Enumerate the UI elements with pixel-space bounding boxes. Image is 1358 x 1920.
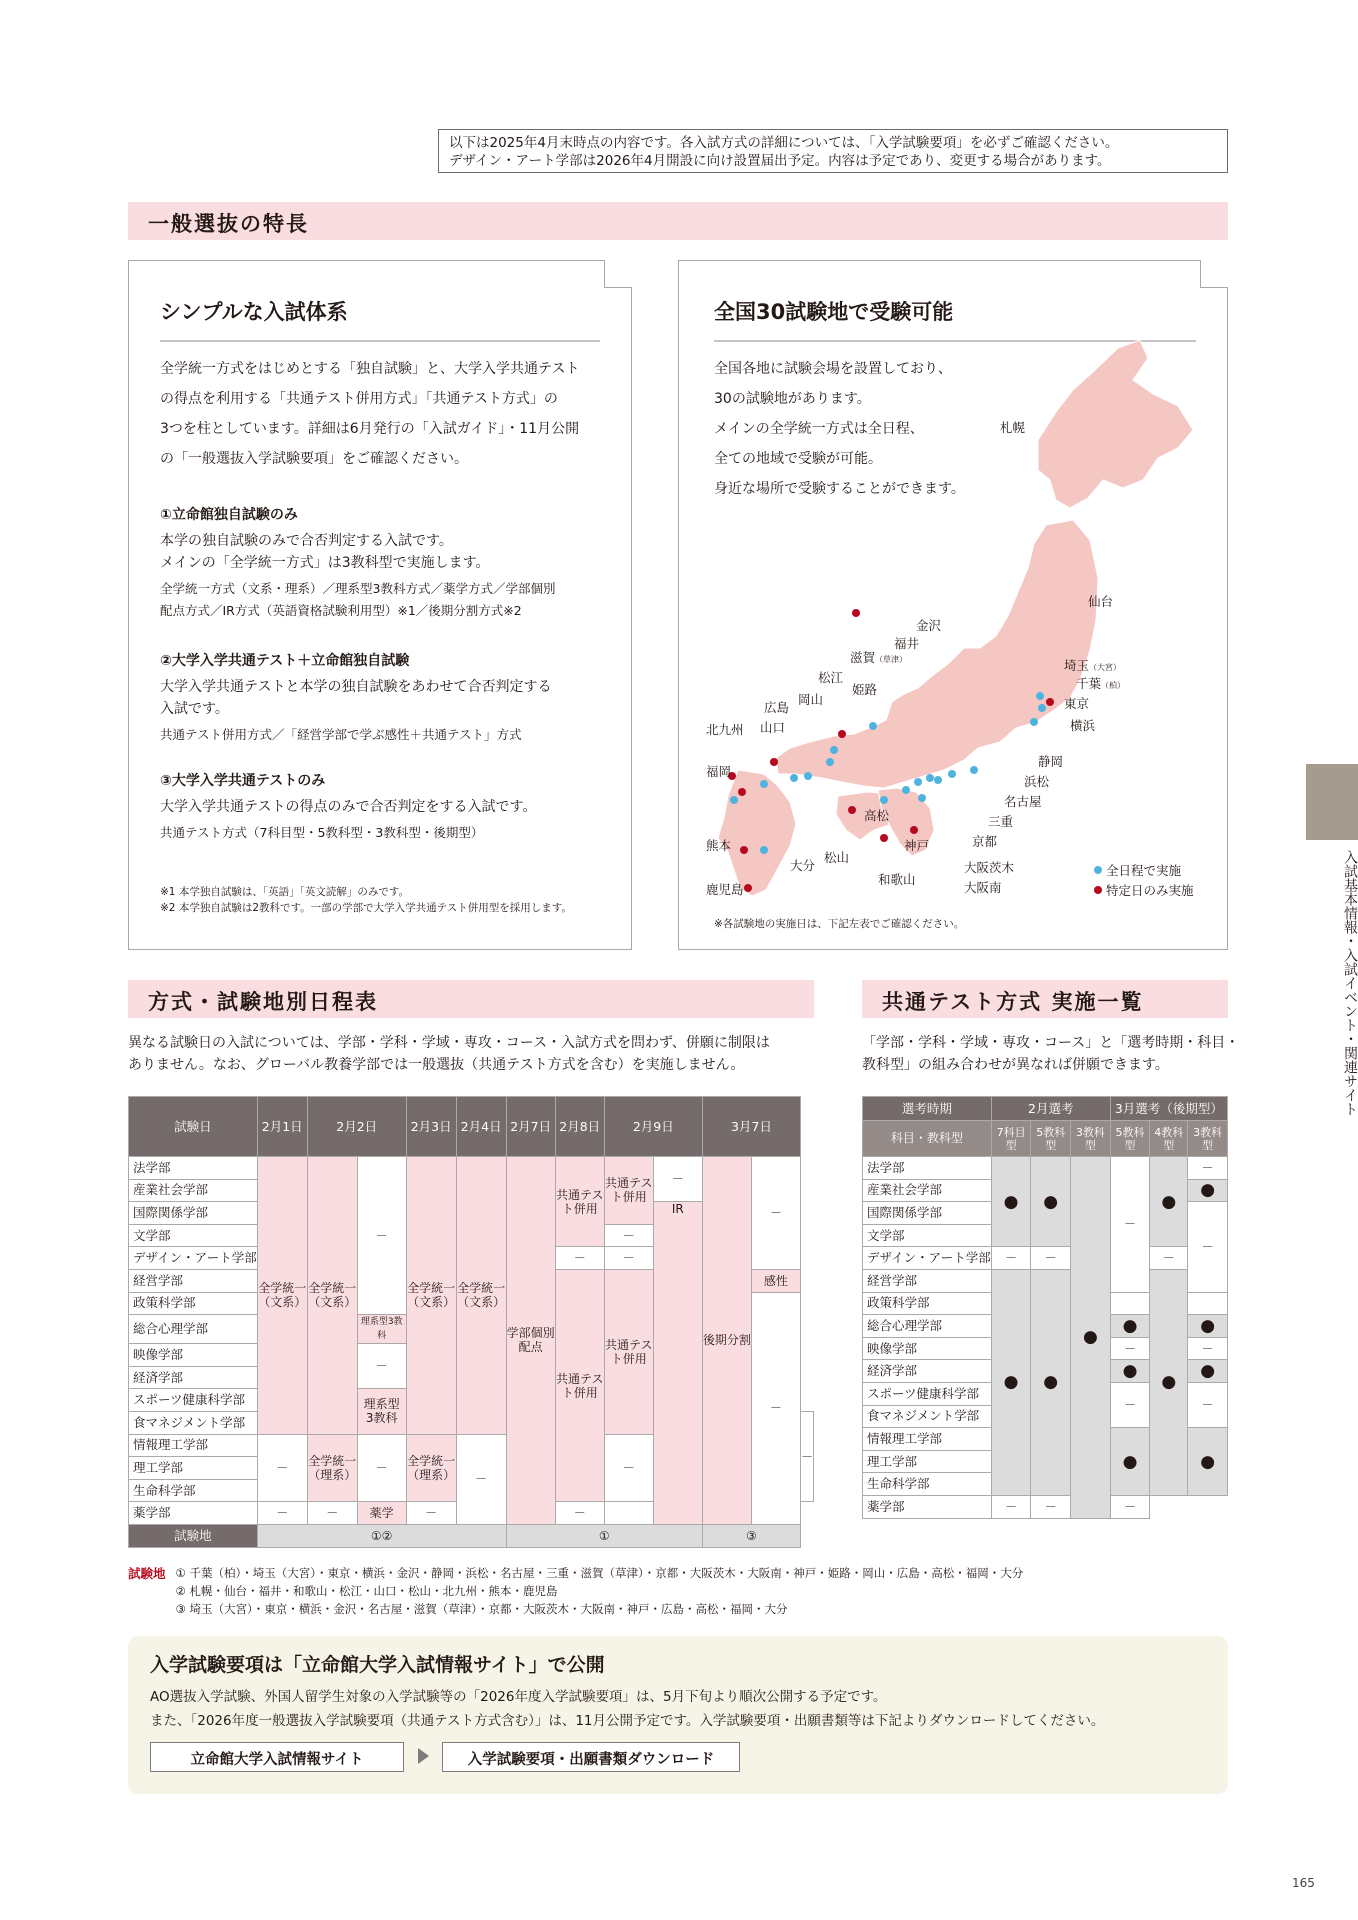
item-1 bbox=[160, 504, 555, 622]
dot-kobe bbox=[902, 786, 910, 794]
venues-label: 試験地 bbox=[128, 1566, 166, 1581]
city-kumamoto: 熊本 bbox=[706, 838, 732, 853]
faculty-cell: 薬学部 bbox=[129, 1502, 258, 1525]
dot-shizuoka bbox=[970, 766, 978, 774]
cell-zentou-rikei-feb3 bbox=[406, 1434, 456, 1502]
th-exam-date: 試験日 bbox=[129, 1097, 258, 1157]
legend-dot-red bbox=[1094, 886, 1102, 894]
th-m4: 4教科型 bbox=[1150, 1121, 1188, 1157]
cell-dash: － bbox=[1150, 1247, 1188, 1270]
kyotsu-desc-line: 「学部・学科・学域・専攻・コース」と「選考時期・科目・ bbox=[862, 1035, 1240, 1051]
venues-row bbox=[128, 1564, 1023, 1618]
legend-some bbox=[1094, 880, 1194, 900]
city-wakayama: 和歌山 bbox=[878, 872, 916, 887]
city-nagoya: 名古屋 bbox=[1004, 794, 1042, 809]
card-fold-corner bbox=[604, 260, 632, 288]
item-3-methods: 共通テスト方式（7科目型・5教科型・3教科型・後期型） bbox=[160, 825, 484, 840]
city-kobe: 神戸 bbox=[904, 838, 930, 853]
city-okayama: 岡山 bbox=[798, 692, 824, 707]
city-fukui: 福井 bbox=[894, 636, 920, 651]
dot-osaka-minami bbox=[918, 794, 926, 802]
hokkaido-shape bbox=[1038, 340, 1193, 508]
bottom-line-2: また、「2026年度一般選抜入学試験要項（共通テスト方式含む）」は、11月公開予定です。入学試験要項・出願書類等は下記よりダウンロードしてください。 bbox=[150, 1713, 1105, 1729]
faculty-cell: デザイン・アート学部 bbox=[129, 1247, 258, 1270]
cell-dash: － bbox=[991, 1247, 1031, 1270]
city-matsuyama: 松山 bbox=[824, 850, 850, 865]
city-tokyo: 東京 bbox=[1064, 696, 1090, 711]
faculty-cell: 経営学部 bbox=[129, 1269, 258, 1292]
dot-saitama bbox=[1036, 692, 1044, 700]
section-schedule-header bbox=[128, 980, 814, 1018]
cell-dash: － bbox=[1110, 1495, 1150, 1518]
kyotsu-desc-line: 教科型」の組み合わせが異なれば併願できます。 bbox=[862, 1057, 1169, 1073]
dot-nagoya bbox=[934, 776, 942, 784]
dot-sendai bbox=[880, 834, 888, 842]
cell-zentou-feb2 bbox=[307, 1157, 357, 1435]
site-link-button[interactable]: 立命館大学入試情報サイト bbox=[150, 1742, 404, 1772]
faculty-cell: デザイン・アート学部 bbox=[863, 1247, 992, 1270]
schedule-desc-line: ありません。なお、グローバル教養学部では一般選抜（共通テスト方式を含む）を実施しません。 bbox=[128, 1057, 745, 1073]
bunkei-label: （文系） bbox=[308, 1295, 357, 1310]
city-hamamatsu: 浜松 bbox=[1024, 774, 1050, 789]
faculty-cell: 生命科学部 bbox=[129, 1479, 258, 1502]
card-venues-note: ※各試験地の実施日は、下記左表でご確認ください。 bbox=[714, 918, 965, 930]
cell-dash: － bbox=[555, 1502, 604, 1525]
faculty-cell: 政策科学部 bbox=[863, 1292, 992, 1315]
th-feb-select: 2月選考 bbox=[991, 1097, 1110, 1121]
item-2-body: 入試です。 bbox=[160, 701, 229, 717]
city-osaka-ibaraki: 大阪茨木 bbox=[964, 860, 1015, 875]
cell-kyotsu-feb8-b: 共通テスト併用 bbox=[555, 1269, 604, 1501]
faculty-cell: 理工学部 bbox=[863, 1450, 992, 1473]
dot-fukuoka bbox=[730, 796, 738, 804]
venue-line-3: ③ 埼玉（大宮）・東京・横浜・金沢・名古屋・滋賀（草津）・京都・大阪茨木・大阪南・神戸・広島・高松・福岡・大分 bbox=[175, 1602, 788, 1616]
faculty-cell: スポーツ健康科学部 bbox=[129, 1389, 258, 1412]
city-himeji: 姫路 bbox=[852, 682, 878, 697]
item-1-heading: ①立命館独自試験のみ bbox=[160, 507, 298, 523]
th-c3: 3教科型 bbox=[1071, 1121, 1111, 1157]
cell-kansei: 感性 bbox=[751, 1269, 800, 1292]
legend-all bbox=[1094, 860, 1194, 880]
faculty-cell: 理工学部 bbox=[129, 1457, 258, 1480]
dot-kanazawa bbox=[869, 722, 877, 730]
card-venues-title: 全国30試験地で受験可能 bbox=[714, 300, 954, 324]
venues-line: 全ての地域で受験が可能。 bbox=[714, 451, 882, 467]
faculty-cell: 情報理工学部 bbox=[863, 1428, 992, 1451]
cell-dash: － bbox=[257, 1434, 307, 1502]
section-kyotsu-header bbox=[862, 980, 1228, 1018]
dot-kumamoto bbox=[740, 846, 748, 854]
faculty-cell: 総合心理学部 bbox=[129, 1315, 258, 1344]
item-1-methods: 配点方式／IR方式（英語資格試験利用型）※1／後期分割方式※2 bbox=[160, 603, 522, 618]
section-schedule-title: 方式・試験地別日程表 bbox=[148, 990, 378, 1014]
city-yokohama: 横浜 bbox=[1070, 718, 1096, 733]
th-feb3: 2月3日 bbox=[406, 1097, 456, 1157]
th-feb4: 2月4日 bbox=[456, 1097, 506, 1157]
sankyouka-label: 3教科 bbox=[365, 1411, 398, 1426]
venues-line: 全国各地に試験会場を設置しており、 bbox=[714, 361, 952, 377]
cell-mark: ● bbox=[991, 1269, 1031, 1495]
faculty-cell: 文学部 bbox=[129, 1224, 258, 1247]
cell-empty bbox=[1110, 1292, 1150, 1315]
cell-dash: － bbox=[604, 1224, 653, 1247]
cell-dash: － bbox=[357, 1344, 406, 1389]
faculty-cell: スポーツ健康科学部 bbox=[863, 1382, 992, 1405]
item-1-methods: 全学統一方式（文系・理系）／理系型3教科方式／薬学方式／学部個別 bbox=[160, 581, 556, 596]
intro-line: の「一般選抜入学試験要項」をご確認ください。 bbox=[160, 451, 468, 467]
legend-all-label: 全日程で実施 bbox=[1106, 863, 1182, 878]
bunkei-label: （文系） bbox=[407, 1295, 456, 1310]
dot-yokohama bbox=[1030, 718, 1038, 726]
dot-wakayama bbox=[910, 826, 918, 834]
dot-yamaguchi bbox=[738, 788, 746, 796]
item-3-heading: ③大学入学共通テストのみ bbox=[160, 773, 326, 789]
dot-tokyo bbox=[1038, 704, 1046, 712]
city-sapporo: 札幌 bbox=[1000, 420, 1026, 435]
th-feb9: 2月9日 bbox=[604, 1097, 702, 1157]
cell-kouki-mar7: 後期分割 bbox=[702, 1157, 751, 1525]
foot-venue-12: ①② bbox=[257, 1524, 506, 1547]
city-oita: 大分 bbox=[790, 858, 816, 873]
rikei-label: （理系） bbox=[407, 1467, 456, 1482]
zentou-label: 全学統一 bbox=[457, 1281, 506, 1296]
cell-dash: － bbox=[991, 1495, 1031, 1518]
cell-mark: ● bbox=[1071, 1157, 1111, 1519]
zentou-label: 全学統一 bbox=[407, 1453, 456, 1468]
dot-chiba bbox=[1046, 698, 1054, 706]
bottom-line-1: AO選抜入学試験、外国人留学生対象の入学試験等の「2026年度入学試験要項」は、5月下旬より順次公開する予定です。 bbox=[150, 1689, 887, 1705]
kyotsu-header-row-2 bbox=[863, 1121, 1228, 1157]
cell-dash: － bbox=[307, 1502, 357, 1525]
foot-venue-1: ① bbox=[506, 1524, 702, 1547]
faculty-cell: 食マネジメント学部 bbox=[129, 1411, 258, 1434]
city-chiba-sub: （柏） bbox=[1101, 681, 1126, 690]
th-feb1: 2月1日 bbox=[257, 1097, 307, 1157]
city-kyoto: 京都 bbox=[972, 834, 998, 849]
cell-mark: ● bbox=[1188, 1315, 1228, 1338]
kyotsu-table bbox=[862, 1096, 1228, 1519]
section-features-title: 一般選抜の特長 bbox=[148, 212, 309, 236]
cell-mark: ● bbox=[1150, 1157, 1188, 1247]
item-3 bbox=[160, 770, 536, 844]
city-shizuoka: 静岡 bbox=[1038, 754, 1064, 769]
th-c7: 7科目型 bbox=[991, 1121, 1031, 1157]
cell-mark: ● bbox=[1188, 1179, 1228, 1202]
city-kanazawa: 金沢 bbox=[916, 618, 942, 633]
city-takamatsu: 高松 bbox=[864, 808, 890, 823]
cell-mark: ● bbox=[1150, 1269, 1188, 1495]
card-fold-corner bbox=[1200, 260, 1228, 288]
cell-mark: ● bbox=[1110, 1315, 1150, 1338]
cell-zentou-feb1 bbox=[257, 1157, 307, 1435]
city-kagoshima: 鹿児島 bbox=[706, 882, 744, 897]
schedule-table bbox=[128, 1096, 814, 1548]
zentou-label: 全学統一 bbox=[308, 1281, 357, 1296]
cell-dash: － bbox=[456, 1434, 506, 1524]
th-feb8: 2月8日 bbox=[555, 1097, 604, 1157]
dot-hiroshima bbox=[760, 780, 768, 788]
city-shiga bbox=[850, 648, 907, 666]
venue-line-1: ① 千葉（柏）・埼玉（大宮）・東京・横浜・金沢・静岡・浜松・名古屋・三重・滋賀（草津）・京都・大阪茨木・大阪南・神戸・姫路・岡山・広島・高松・福岡・大分 bbox=[175, 1566, 1024, 1580]
schedule-header-row bbox=[129, 1097, 814, 1157]
kyotsu-header-row-1 bbox=[863, 1097, 1228, 1121]
cell-dash: － bbox=[555, 1247, 604, 1270]
cell-dash: － bbox=[1188, 1157, 1228, 1180]
map-legend bbox=[1094, 860, 1194, 900]
cell-zentou-feb3 bbox=[406, 1157, 456, 1435]
venues-list bbox=[128, 1564, 1023, 1618]
faculty-cell: 生命科学部 bbox=[863, 1473, 992, 1496]
cell-dash: － bbox=[751, 1157, 800, 1270]
th-mar-select: 3月選考（後期型） bbox=[1110, 1097, 1227, 1121]
intro-line: 全学統一方式をはじめとする「独自試験」と、大学入学共通テスト bbox=[160, 361, 580, 377]
bottom-title: 入学試験要項は「立命館大学入試情報サイト」で公開 bbox=[150, 1654, 605, 1676]
faculty-cell: 産業社会学部 bbox=[863, 1179, 992, 1202]
venues-lines bbox=[176, 1564, 1024, 1618]
cell-dash: － bbox=[1110, 1337, 1150, 1360]
faculty-cell: 法学部 bbox=[129, 1157, 258, 1180]
honshu-shape bbox=[776, 520, 1098, 788]
city-saitama-sub: （大宮） bbox=[1089, 663, 1122, 672]
venue-line-2: ② 札幌・仙台・福井・和歌山・松江・山口・松山・北九州・熊本・鹿児島 bbox=[175, 1584, 558, 1598]
cell-gakubu-feb7: 学部個別配点 bbox=[506, 1157, 555, 1525]
note-line: ※2 本学独自試験は2教科です。一部の学部で大学入学共通テスト併用型を採用します。 bbox=[160, 902, 572, 914]
cell-dash: － bbox=[257, 1502, 307, 1525]
section-features-header bbox=[128, 202, 1228, 240]
dot-sapporo bbox=[852, 609, 860, 617]
cell-dash: － bbox=[800, 1411, 813, 1501]
city-mie: 三重 bbox=[988, 814, 1014, 829]
cell-yakugaku: 薬学 bbox=[357, 1502, 406, 1525]
card-simple-intro bbox=[160, 354, 579, 474]
intro-line: の得点を利用する「共通テスト併用方式」「共通テスト方式」の bbox=[160, 391, 558, 407]
th-m5: 5教科型 bbox=[1110, 1121, 1150, 1157]
cell-dash: － bbox=[1188, 1382, 1228, 1427]
faculty-cell: 総合心理学部 bbox=[863, 1315, 992, 1338]
table-row bbox=[863, 1247, 1228, 1270]
faculty-cell: 映像学部 bbox=[129, 1344, 258, 1367]
dot-oita bbox=[760, 846, 768, 854]
dot-matsue bbox=[770, 758, 778, 766]
faculty-cell: 経済学部 bbox=[863, 1360, 992, 1383]
city-chiba-label: 千葉 bbox=[1076, 676, 1102, 691]
cell-zentou-rikei-feb2 bbox=[307, 1434, 357, 1502]
th-mar7: 3月7日 bbox=[702, 1097, 800, 1157]
cell-dash: － bbox=[1031, 1495, 1071, 1518]
dot-shiga bbox=[830, 746, 838, 754]
schedule-desc-line: 異なる試験日の入試については、学部・学科・学域・専攻・コース・入試方式を問わず、併願に制限は bbox=[128, 1035, 770, 1051]
cell-mark: ● bbox=[1031, 1157, 1071, 1247]
cell-dash: － bbox=[1110, 1157, 1150, 1293]
download-button[interactable]: 入学試験要項・出願書類ダウンロード bbox=[442, 1742, 740, 1772]
dot-matsuyama bbox=[848, 806, 856, 814]
venues-line: 身近な場所で受験することができます。 bbox=[714, 481, 965, 497]
cell-ir: IR bbox=[653, 1202, 702, 1525]
cell-mark: ● bbox=[1188, 1360, 1228, 1383]
cell-mark: ● bbox=[1031, 1269, 1071, 1495]
zentou-label: 全学統一 bbox=[258, 1281, 307, 1296]
cell-mark: ● bbox=[991, 1157, 1031, 1247]
dot-kagoshima bbox=[744, 884, 752, 892]
city-sendai: 仙台 bbox=[1088, 594, 1114, 609]
item-2-heading: ②大学入学共通テスト＋立命館独自試験 bbox=[160, 653, 410, 669]
city-yamaguchi: 山口 bbox=[760, 720, 786, 735]
faculty-cell: 情報理工学部 bbox=[129, 1434, 258, 1457]
cell-dash: － bbox=[357, 1157, 406, 1315]
japan-map bbox=[678, 330, 1228, 910]
th-feb7: 2月7日 bbox=[506, 1097, 555, 1157]
faculty-cell: 薬学部 bbox=[863, 1495, 992, 1518]
cell-dash: － bbox=[1110, 1382, 1150, 1427]
cell-zentou-feb4 bbox=[456, 1157, 506, 1435]
faculty-cell: 文学部 bbox=[863, 1224, 992, 1247]
dot-kyoto bbox=[826, 758, 834, 766]
city-matsue: 松江 bbox=[818, 670, 844, 685]
venues-line: 30の試験地があります。 bbox=[714, 391, 871, 407]
venues-line: メインの全学統一方式は全日程、 bbox=[714, 421, 924, 437]
bunkei-label: （文系） bbox=[457, 1295, 506, 1310]
table-row bbox=[863, 1269, 1228, 1292]
arrow-right-icon bbox=[418, 1748, 429, 1764]
faculty-cell: 法学部 bbox=[863, 1157, 992, 1180]
faculty-cell: 映像学部 bbox=[863, 1337, 992, 1360]
item-3-body: 大学入学共通テストの得点のみで合否判定をする入試です。 bbox=[160, 799, 537, 815]
cell-dash: － bbox=[751, 1292, 800, 1524]
faculty-cell: 経営学部 bbox=[863, 1269, 992, 1292]
section-kyotsu-desc bbox=[862, 1032, 1239, 1076]
side-nav-text: 入試基本情報・入試イベント・関連サイト bbox=[1342, 850, 1358, 1116]
legend-some-label: 特定日のみ実施 bbox=[1106, 883, 1194, 898]
cell-kyotsu-feb9-b: 共通テスト併用 bbox=[604, 1269, 653, 1434]
section-schedule-desc bbox=[128, 1032, 770, 1076]
dot-fukui bbox=[838, 730, 846, 738]
dot-hamamatsu bbox=[948, 770, 956, 778]
th-subject: 科目・教科型 bbox=[863, 1121, 992, 1157]
notice-box bbox=[438, 129, 1228, 173]
note-line: ※1 本学独自試験は、「英語」「英文読解」のみです。 bbox=[160, 886, 409, 898]
th-period: 選考時期 bbox=[863, 1097, 992, 1121]
th-c5: 5教科型 bbox=[1031, 1121, 1071, 1157]
cell-dash: － bbox=[653, 1157, 702, 1202]
rikeigata-label: 理系型 bbox=[363, 1397, 400, 1412]
faculty-cell: 政策科学部 bbox=[129, 1292, 258, 1315]
cell-mark: ● bbox=[1110, 1360, 1150, 1383]
item-2-methods: 共通テスト併用方式／「経営学部で学ぶ感性＋共通テスト」方式 bbox=[160, 727, 522, 742]
item-2-body: 大学入学共通テストと本学の独自試験をあわせて合否判定する bbox=[160, 679, 552, 695]
table-row bbox=[129, 1157, 814, 1180]
city-shiga-label: 滋賀 bbox=[850, 650, 876, 665]
item-1-body: 本学の独自試験のみで合否判定する入試です。 bbox=[160, 533, 453, 549]
foot-venue-3: ③ bbox=[702, 1524, 800, 1547]
cell-dash: － bbox=[1188, 1202, 1228, 1292]
page-number: 165 bbox=[1292, 1876, 1315, 1890]
zentou-label: 全学統一 bbox=[407, 1281, 456, 1296]
dot-takamatsu bbox=[880, 796, 888, 804]
dot-mie bbox=[926, 774, 934, 782]
city-saitama-label: 埼玉 bbox=[1064, 658, 1090, 673]
card-simple-rule bbox=[160, 340, 600, 342]
faculty-cell: 国際関係学部 bbox=[863, 1202, 992, 1225]
zentou-label: 全学統一 bbox=[308, 1453, 357, 1468]
item-2 bbox=[160, 650, 551, 746]
dot-osaka-ibaraki bbox=[914, 778, 922, 786]
schedule-foot-row bbox=[129, 1524, 814, 1547]
cell-dash: － bbox=[1188, 1337, 1228, 1360]
th-feb2: 2月2日 bbox=[307, 1097, 406, 1157]
cell-kyotsu-feb9: 共通テスト併用 bbox=[604, 1157, 653, 1225]
city-shiga-sub: （草津） bbox=[875, 655, 908, 664]
bunkei-label: （文系） bbox=[258, 1295, 307, 1310]
cell-dash: － bbox=[604, 1247, 653, 1270]
cell-mark: ● bbox=[1110, 1428, 1150, 1496]
city-osaka-minami: 大阪南 bbox=[964, 880, 1002, 895]
dot-himeji bbox=[804, 772, 812, 780]
faculty-cell: 国際関係学部 bbox=[129, 1202, 258, 1225]
cell-dash: － bbox=[406, 1502, 456, 1525]
faculty-cell: 産業社会学部 bbox=[129, 1179, 258, 1202]
rikei-label: （理系） bbox=[308, 1467, 357, 1482]
item-1-body: メインの「全学統一方式」は3教科型で実施します。 bbox=[160, 555, 490, 571]
dot-okayama bbox=[790, 774, 798, 782]
section-kyotsu-title: 共通テスト方式 実施一覧 bbox=[882, 990, 1144, 1014]
city-kitakyushu: 北九州 bbox=[706, 722, 744, 737]
foot-label: 試験地 bbox=[129, 1524, 258, 1547]
notice-line-1: 以下は2025年4月末時点の内容です。各入試方式の詳細については、「入学試験要項」を必ずご確認ください。 bbox=[449, 135, 1119, 151]
cell-dash: － bbox=[357, 1434, 406, 1502]
faculty-cell: 食マネジメント学部 bbox=[863, 1405, 992, 1428]
cell-kyotsu-feb8: 共通テスト併用 bbox=[555, 1157, 604, 1247]
table-row bbox=[863, 1495, 1228, 1518]
city-hiroshima: 広島 bbox=[764, 700, 790, 715]
city-saitama bbox=[1064, 656, 1121, 674]
intro-line: 3つを柱としています。詳細は6月発行の「入試ガイド」・11月公開 bbox=[160, 421, 580, 437]
cell-rikeigata bbox=[357, 1389, 406, 1434]
city-fukuoka: 福岡 bbox=[706, 764, 732, 779]
legend-dot-blue bbox=[1094, 866, 1102, 874]
cell-empty bbox=[1188, 1292, 1228, 1315]
faculty-cell: 経済学部 bbox=[129, 1366, 258, 1389]
city-chiba bbox=[1076, 674, 1125, 692]
cell-dash: － bbox=[604, 1434, 653, 1502]
table-row bbox=[863, 1157, 1228, 1180]
kyushu-shape bbox=[718, 770, 796, 896]
cell-rikeigata3: 理系型3教科 bbox=[357, 1315, 406, 1344]
card-simple-notes bbox=[160, 884, 572, 916]
cell-dash: － bbox=[1031, 1247, 1071, 1270]
cell-mark: ● bbox=[1188, 1428, 1228, 1496]
notice-line-2: デザイン・アート学部は2026年4月開設に向け設置届出予定。内容は予定であり、変更する場合があります。 bbox=[449, 153, 1111, 169]
th-m3: 3教科型 bbox=[1188, 1121, 1228, 1157]
side-tab bbox=[1306, 764, 1358, 840]
card-simple-title: シンプルな入試体系 bbox=[160, 300, 348, 324]
